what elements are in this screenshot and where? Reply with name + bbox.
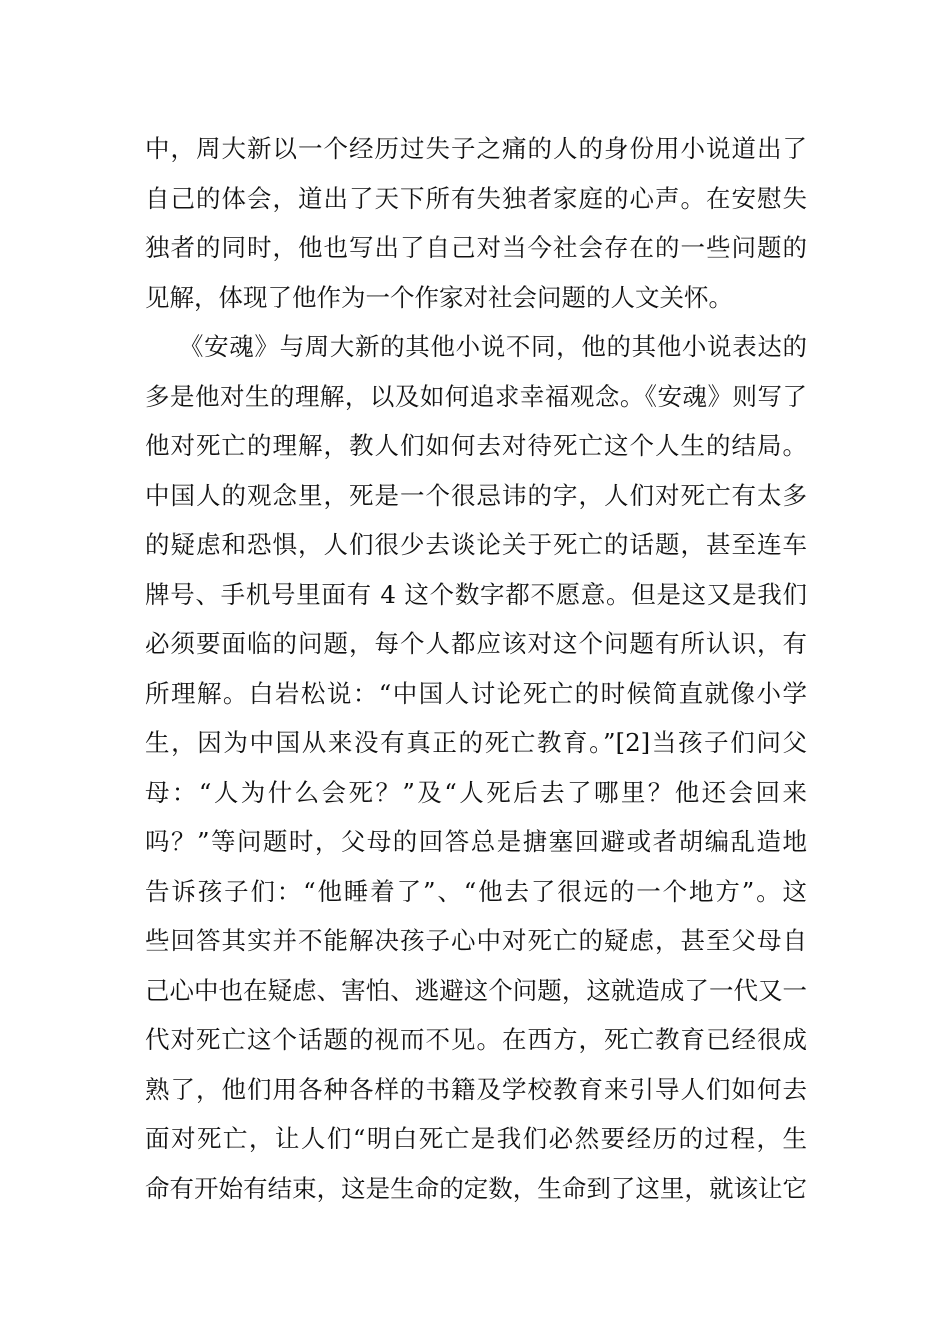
paragraph-2 — [145, 322, 807, 1213]
text-line: 他对死亡的理解，教人们如何去对待死亡这个人生的结局。 — [145, 431, 807, 460]
text-line: 己心中也在疑虑、害怕、逃避这个问题，这就造成了一代又一 — [145, 975, 807, 1005]
text-line: 生，因为中国从来没有真正的死亡教育。”[2]当孩子们问父 — [145, 728, 807, 757]
text-line: 自己的体会，道出了天下所有失独者家庭的心声。在安慰失 — [145, 183, 807, 213]
text-line: 《安魂》与周大新的其他小说不同，他的其他小说表达的 — [179, 332, 807, 361]
text-line: 的疑虑和恐惧，人们很少去谈论关于死亡的话题，甚至连车 — [145, 530, 807, 559]
text-line: 中，周大新以一个经历过失子之痛的人的身份用小说道出了 — [145, 134, 807, 163]
text-line: 命有开始有结束，这是生命的定数，生命到了这里，就该让它 — [145, 1173, 807, 1203]
text-line: 多是他对生的理解，以及如何追求幸福观念。《安魂》则写了 — [145, 381, 807, 411]
text-line: 独者的同时，他也写出了自己对当今社会存在的一些问题的 — [145, 233, 807, 262]
text-line: 牌号、手机号里面有 4 这个数字都不愿意。但是这又是我们 — [145, 579, 807, 609]
text-line: 母：“人为什么会死？”及“人死后去了哪里？他还会回来 — [145, 777, 807, 807]
text-line: 告诉孩子们：“他睡着了”、“他去了很远的一个地方”。这 — [145, 876, 807, 906]
paragraph-1 — [145, 124, 807, 322]
text-line: 代对死亡这个话题的视而不见。在西方，死亡教育已经很成 — [145, 1025, 807, 1054]
text-line: 面对死亡，让人们“明白死亡是我们必然要经历的过程，生 — [145, 1124, 807, 1153]
text-line: 中国人的观念里，死是一个很忌讳的字，人们对死亡有太多 — [145, 480, 807, 510]
body-text — [145, 124, 807, 1213]
text-line: 见解，体现了他作为一个作家对社会问题的人文关怀。 — [145, 282, 733, 312]
text-line: 必须要面临的问题，每个人都应该对这个问题有所认识，有 — [145, 629, 807, 658]
text-line: 所理解。白岩松说：“中国人讨论死亡的时候简直就像小学 — [145, 678, 807, 708]
text-line: 熟了，他们用各种各样的书籍及学校教育来引导人们如何去 — [145, 1074, 807, 1104]
text-line: 吗？”等问题时，父母的回答总是搪塞回避或者胡编乱造地 — [145, 827, 807, 856]
text-line: 些回答其实并不能解决孩子心中对死亡的疑虑，甚至父母自 — [145, 926, 807, 955]
